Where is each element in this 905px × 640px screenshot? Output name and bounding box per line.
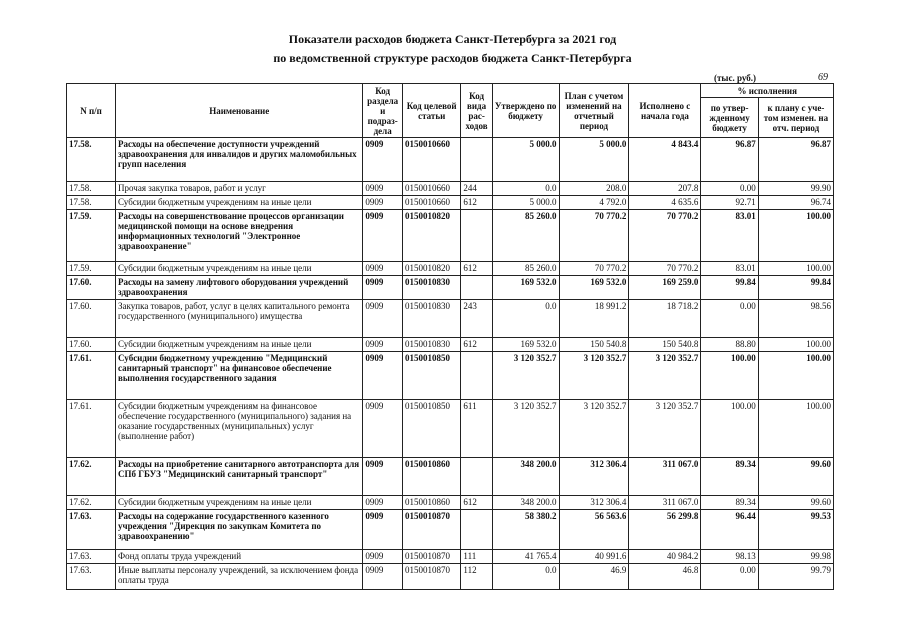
row-pct-plan: 98.56 [758, 300, 833, 338]
table-row [67, 564, 834, 590]
row-pct-plan: 99.84 [758, 276, 833, 300]
row-pct-plan: 100.00 [758, 262, 833, 276]
row-type-code [461, 510, 492, 550]
row-type-code [461, 276, 492, 300]
row-executed: 70 770.2 [629, 262, 701, 276]
row-section-code: 0909 [363, 196, 403, 210]
row-section-code: 0909 [363, 352, 403, 400]
row-plan: 56 563.6 [559, 510, 629, 550]
row-pct-plan: 99.53 [758, 510, 833, 550]
table-row [67, 210, 834, 262]
row-target-code: 0150010660 [402, 196, 460, 210]
row-target-code: 0150010830 [402, 276, 460, 300]
row-number: 17.58. [67, 182, 116, 196]
row-plan: 3 120 352.7 [559, 352, 629, 400]
row-approved: 3 120 352.7 [492, 400, 559, 458]
row-number: 17.60. [67, 276, 116, 300]
table-header [67, 84, 834, 138]
row-executed: 311 067.0 [629, 496, 701, 510]
row-executed: 311 067.0 [629, 458, 701, 496]
table-row [67, 458, 834, 496]
row-target-code: 0150010870 [402, 564, 460, 590]
row-type-code: 611 [461, 400, 492, 458]
units-label: (тыс. руб.) [714, 73, 756, 83]
row-type-code [461, 210, 492, 262]
row-target-code: 0150010830 [402, 300, 460, 338]
table-row [67, 196, 834, 210]
row-section-code: 0909 [363, 338, 403, 352]
row-section-code: 0909 [363, 182, 403, 196]
row-name: Субсидии бюджетным учреждениям на финансовое обеспечение государственного (муниципального) задания на оказание государственных (муниципальных) услуг (выполнение работ) [116, 400, 363, 458]
row-name: Субсидии бюджетному учреждению "Медицинский санитарный транспорт" на финансовое обеспечение выполнения государственного задания [116, 352, 363, 400]
row-plan: 3 120 352.7 [559, 400, 629, 458]
row-type-code [461, 138, 492, 182]
row-name: Субсидии бюджетным учреждениям на иные цели [116, 196, 363, 210]
row-executed: 4 635.6 [629, 196, 701, 210]
row-approved: 5 000.0 [492, 196, 559, 210]
col-header-approved: Утверждено по бюджету [492, 84, 559, 138]
table-row [67, 300, 834, 338]
row-number: 17.62. [67, 458, 116, 496]
row-approved: 0.0 [492, 564, 559, 590]
table-row [67, 496, 834, 510]
row-pct-approved: 100.00 [701, 352, 758, 400]
col-header-executed: Исполнено с начала года [629, 84, 701, 138]
row-name: Субсидии бюджетным учреждениям на иные цели [116, 262, 363, 276]
row-number: 17.63. [67, 550, 116, 564]
table-row [67, 262, 834, 276]
row-target-code: 0150010660 [402, 182, 460, 196]
col-header-num: N п/п [67, 84, 116, 138]
row-section-code: 0909 [363, 138, 403, 182]
row-plan: 4 792.0 [559, 196, 629, 210]
row-approved: 41 765.4 [492, 550, 559, 564]
table-row [67, 182, 834, 196]
row-name: Расходы на содержание государственного казенного учреждения "Дирекция по закупкам Комитета по здравоохранению" [116, 510, 363, 550]
row-approved: 348 200.0 [492, 458, 559, 496]
page-number: 69 [818, 72, 828, 83]
table-body [67, 138, 834, 590]
col-header-pct-approved: по утвер-жденному бюджету [701, 98, 758, 138]
row-target-code: 0150010850 [402, 400, 460, 458]
row-pct-plan: 100.00 [758, 338, 833, 352]
row-plan: 5 000.0 [559, 138, 629, 182]
row-pct-approved: 83.01 [701, 262, 758, 276]
row-executed: 56 299.8 [629, 510, 701, 550]
row-approved: 58 380.2 [492, 510, 559, 550]
row-pct-approved: 99.84 [701, 276, 758, 300]
row-number: 17.61. [67, 352, 116, 400]
row-plan: 312 306.4 [559, 496, 629, 510]
report-title-line2: по ведомственной структуре расходов бюджета Санкт-Петербурга [273, 51, 632, 65]
row-pct-plan: 100.00 [758, 352, 833, 400]
row-approved: 0.0 [492, 300, 559, 338]
row-section-code: 0909 [363, 510, 403, 550]
row-pct-plan: 99.60 [758, 458, 833, 496]
row-number: 17.60. [67, 300, 116, 338]
row-type-code: 612 [461, 338, 492, 352]
row-name: Иные выплаты персоналу учреждений, за исключением фонда оплаты труда [116, 564, 363, 590]
row-number: 17.59. [67, 262, 116, 276]
table-row [67, 338, 834, 352]
row-section-code: 0909 [363, 564, 403, 590]
row-executed: 150 540.8 [629, 338, 701, 352]
row-executed: 40 984.2 [629, 550, 701, 564]
row-executed: 169 259.0 [629, 276, 701, 300]
budget-table [66, 83, 834, 590]
row-name: Расходы на замену лифтового оборудования учреждений здравоохранения [116, 276, 363, 300]
row-plan: 169 532.0 [559, 276, 629, 300]
row-plan: 18 991.2 [559, 300, 629, 338]
row-pct-plan: 96.74 [758, 196, 833, 210]
row-plan: 208.0 [559, 182, 629, 196]
row-target-code: 0150010850 [402, 352, 460, 400]
row-pct-plan: 99.79 [758, 564, 833, 590]
row-pct-approved: 89.34 [701, 458, 758, 496]
row-pct-approved: 98.13 [701, 550, 758, 564]
row-pct-approved: 83.01 [701, 210, 758, 262]
row-type-code [461, 352, 492, 400]
row-target-code: 0150010820 [402, 210, 460, 262]
row-type-code: 243 [461, 300, 492, 338]
row-number: 17.62. [67, 496, 116, 510]
row-target-code: 0150010860 [402, 496, 460, 510]
row-section-code: 0909 [363, 276, 403, 300]
row-number: 17.58. [67, 196, 116, 210]
row-name: Закупка товаров, работ, услуг в целях капитального ремонта государственного (муниципального) имущества [116, 300, 363, 338]
row-number: 17.60. [67, 338, 116, 352]
row-section-code: 0909 [363, 496, 403, 510]
row-name: Субсидии бюджетным учреждениям на иные цели [116, 496, 363, 510]
row-target-code: 0150010830 [402, 338, 460, 352]
row-type-code: 244 [461, 182, 492, 196]
row-number: 17.59. [67, 210, 116, 262]
row-pct-approved: 88.80 [701, 338, 758, 352]
row-plan: 46.9 [559, 564, 629, 590]
col-header-section: Код раздела и подраз-дела [363, 84, 403, 138]
col-header-target: Код целевой статьи [402, 84, 460, 138]
table-row [67, 510, 834, 550]
row-target-code: 0150010870 [402, 550, 460, 564]
row-number: 17.63. [67, 510, 116, 550]
row-type-code [461, 458, 492, 496]
col-header-pct-plan: к плану с уче-том изменен. на отч. период [758, 98, 833, 138]
row-approved: 169 532.0 [492, 276, 559, 300]
row-pct-plan: 100.00 [758, 210, 833, 262]
row-name: Прочая закупка товаров, работ и услуг [116, 182, 363, 196]
row-plan: 70 770.2 [559, 210, 629, 262]
row-type-code: 612 [461, 196, 492, 210]
row-approved: 348 200.0 [492, 496, 559, 510]
table-row [67, 352, 834, 400]
row-pct-plan: 100.00 [758, 400, 833, 458]
row-name: Расходы на приобретение санитарного автотранспорта для СПб ГБУЗ "Медицинский санитарный транспорт" [116, 458, 363, 496]
row-plan: 312 306.4 [559, 458, 629, 496]
col-header-percent-group: % исполнения [701, 84, 834, 98]
row-pct-plan: 99.60 [758, 496, 833, 510]
row-pct-approved: 89.34 [701, 496, 758, 510]
row-plan: 40 991.6 [559, 550, 629, 564]
row-name: Фонд оплаты труда учреждений [116, 550, 363, 564]
row-number: 17.61. [67, 400, 116, 458]
row-target-code: 0150010820 [402, 262, 460, 276]
table-row [67, 138, 834, 182]
row-section-code: 0909 [363, 458, 403, 496]
row-section-code: 0909 [363, 300, 403, 338]
row-executed: 3 120 352.7 [629, 400, 701, 458]
row-name: Расходы на обеспечение доступности учреждений здравоохранения для инвалидов и других маломобильных групп населения [116, 138, 363, 182]
row-executed: 3 120 352.7 [629, 352, 701, 400]
row-type-code: 112 [461, 564, 492, 590]
row-pct-approved: 92.71 [701, 196, 758, 210]
row-pct-plan: 96.87 [758, 138, 833, 182]
row-name: Расходы на совершенствование процессов организации медицинской помощи на основе внедрения информационных технологий "Электронное здравоохранение" [116, 210, 363, 262]
row-target-code: 0150010870 [402, 510, 460, 550]
row-number: 17.63. [67, 564, 116, 590]
report-title-line1: Показатели расходов бюджета Санкт-Петербурга за 2021 год [288, 32, 617, 46]
row-executed: 70 770.2 [629, 210, 701, 262]
row-approved: 85 260.0 [492, 210, 559, 262]
row-type-code: 612 [461, 262, 492, 276]
row-pct-approved: 0.00 [701, 300, 758, 338]
row-target-code: 0150010860 [402, 458, 460, 496]
table-row [67, 400, 834, 458]
row-approved: 169 532.0 [492, 338, 559, 352]
col-header-name: Наименование [116, 84, 363, 138]
col-header-type: Код вида рас-ходов [461, 84, 492, 138]
row-section-code: 0909 [363, 210, 403, 262]
row-pct-approved: 0.00 [701, 182, 758, 196]
row-pct-plan: 99.90 [758, 182, 833, 196]
row-number: 17.58. [67, 138, 116, 182]
row-executed: 18 718.2 [629, 300, 701, 338]
row-approved: 85 260.0 [492, 262, 559, 276]
row-type-code: 111 [461, 550, 492, 564]
row-plan: 150 540.8 [559, 338, 629, 352]
row-executed: 46.8 [629, 564, 701, 590]
row-pct-approved: 100.00 [701, 400, 758, 458]
row-executed: 4 843.4 [629, 138, 701, 182]
row-pct-approved: 96.44 [701, 510, 758, 550]
row-type-code: 612 [461, 496, 492, 510]
table-row [67, 276, 834, 300]
row-plan: 70 770.2 [559, 262, 629, 276]
row-approved: 5 000.0 [492, 138, 559, 182]
row-pct-plan: 99.98 [758, 550, 833, 564]
row-executed: 207.8 [629, 182, 701, 196]
row-approved: 0.0 [492, 182, 559, 196]
row-section-code: 0909 [363, 550, 403, 564]
row-section-code: 0909 [363, 400, 403, 458]
col-header-plan: План с учетом изменений на отчетный период [559, 84, 629, 138]
row-section-code: 0909 [363, 262, 403, 276]
row-approved: 3 120 352.7 [492, 352, 559, 400]
row-name: Субсидии бюджетным учреждениям на иные цели [116, 338, 363, 352]
table-row [67, 550, 834, 564]
row-pct-approved: 0.00 [701, 564, 758, 590]
row-target-code: 0150010660 [402, 138, 460, 182]
row-pct-approved: 96.87 [701, 138, 758, 182]
